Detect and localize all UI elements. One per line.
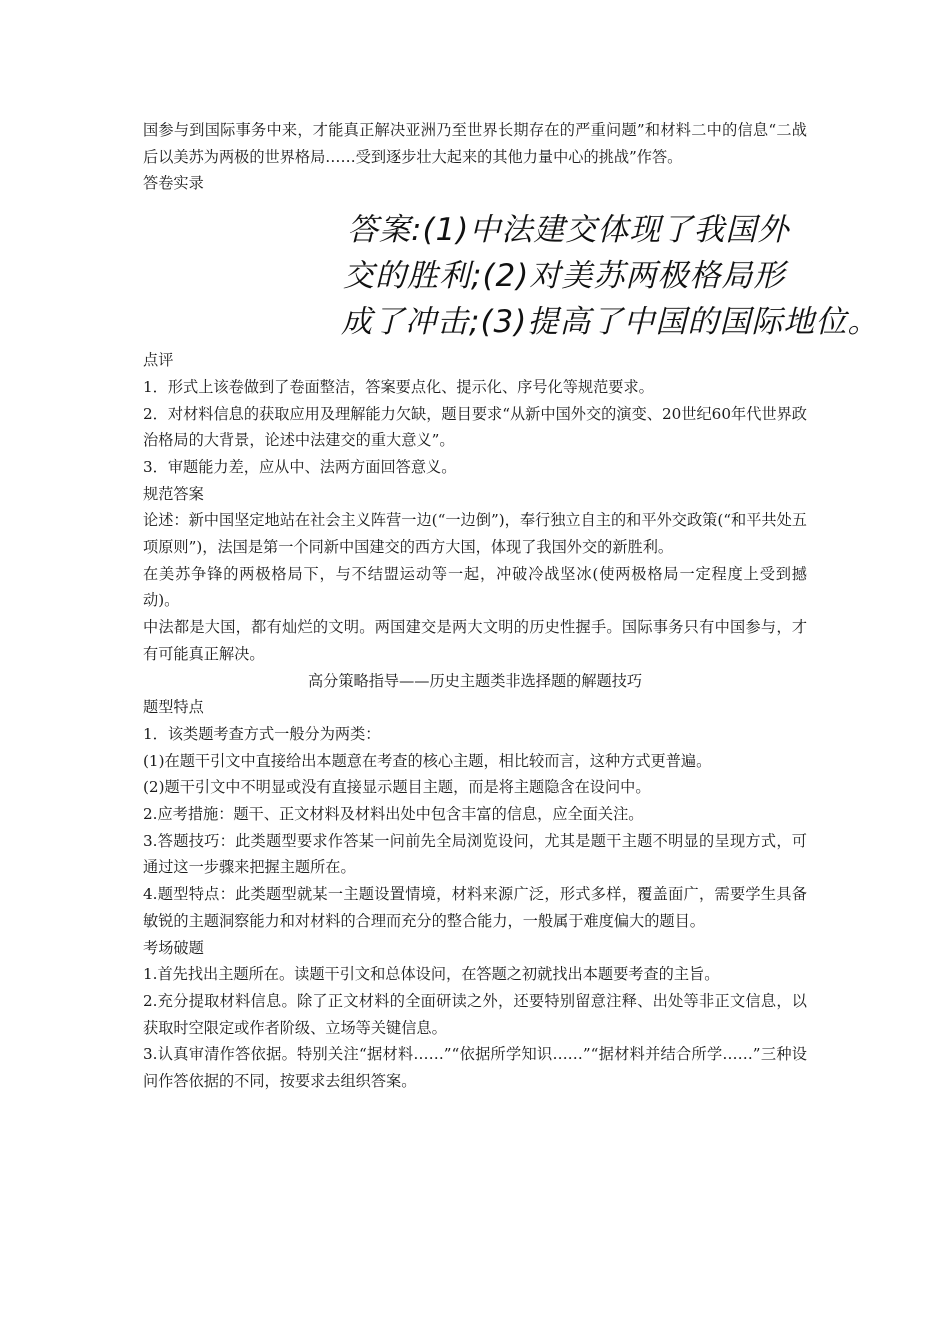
feature-item: 3.答题技巧：此类题型要求作答某一问前先全局浏览设问，尤其是题干主题不明显的呈现方式，可通过这一步骤来把握主题所在。	[143, 831, 807, 877]
document-body	[143, 117, 880, 1095]
exam-item: 2.充分提取材料信息。除了正文材料的全面研读之外，还要特别留意注释、出处等非正文信息，以获取时空限定或作者阶级、立场等关键信息。	[143, 991, 807, 1037]
handwritten-line-2: 交的胜利;(2)对美苏两极格局形	[343, 258, 786, 295]
comment-item: 3．审题能力差，应从中、法两方面回答意义。	[143, 457, 457, 476]
feature-item: (2)题干引文中不明显或没有直接显示题目主题，而是将主题隐含在设问中。	[143, 778, 651, 797]
feature-item: 1．该类题考查方式一般分为两类：	[143, 724, 381, 743]
standard-answer-paragraph: 中法都是大国，都有灿烂的文明。两国建交是两大文明的历史性握手。国际事务只有中国参与，才有可能真正解决。	[143, 618, 807, 663]
handwritten-answer-svg	[339, 204, 880, 344]
section-title: 高分策略指导——历史主题类非选择题的解题技巧	[307, 671, 643, 690]
answer-record-heading: 答卷实录	[143, 174, 204, 193]
standard-answer-paragraph: 在美苏争锋的两极格局下，与不结盟运动等一起，冲破冷战坚冰(使两极格局一定程度上受到撼动)。	[143, 564, 807, 610]
exam-heading: 考场破题	[143, 938, 204, 957]
handwritten-line-1: 答案:(1)中法建交体现了我国外	[347, 212, 790, 249]
features-heading: 题型特点	[143, 698, 204, 717]
comment-item: 2．对材料信息的获取应用及理解能力欠缺，题目要求“从新中国外交的演变、20世纪60年代世界政治格局的大背景，论述中法建交的重大意义”。	[143, 404, 807, 450]
standard-answer-heading: 规范答案	[143, 484, 204, 503]
feature-item: 4.题型特点：此类题型就某一主题设置情境，材料来源广泛，形式多样，覆盖面广，需要学生具备敏锐的主题洞察能力和对材料的合理而充分的整合能力，一般属于难度偏大的题目。	[143, 885, 807, 930]
feature-item: 2.应考措施：题干、正文材料及材料出处中包含丰富的信息，应全面关注。	[143, 805, 644, 824]
handwritten-line-3: 成了冲击;(3)提高了中国的国际地位。	[341, 304, 880, 341]
exam-item: 1.首先找出主题所在。读题干引文和总体设问，在答题之初就找出本题要考查的主旨。	[143, 965, 720, 984]
standard-answer-paragraph: 论述：新中国坚定地站在社会主义阵营一边(“一边倒”)，奉行独立自主的和平外交政策(“和平共处五项原则”)，法国是第一个同新中国建交的西方大国，体现了我国外交的新胜利。	[143, 511, 807, 557]
feature-item: (1)在题干引文中直接给出本题意在考查的核心主题，相比较而言，这种方式更普遍。	[143, 751, 712, 770]
comment-heading: 点评	[143, 351, 174, 370]
exam-item: 3.认真审清作答依据。特别关注“据材料……”“依据所学知识……”“据材料并结合所学……”三种设问作答依据的不同，按要求去组织答案。	[143, 1045, 807, 1091]
handwritten-answer-image	[143, 204, 880, 344]
comment-item: 1．形式上该卷做到了卷面整洁，答案要点化、提示化、序号化等规范要求。	[143, 377, 654, 396]
intro-paragraph: 国参与到国际事务中来，才能真正解决亚洲乃至世界长期存在的严重问题”和材料二中的信息“二战后以美苏为两极的世界格局……受到逐步壮大起来的其他力量中心的挑战”作答。	[143, 121, 807, 166]
